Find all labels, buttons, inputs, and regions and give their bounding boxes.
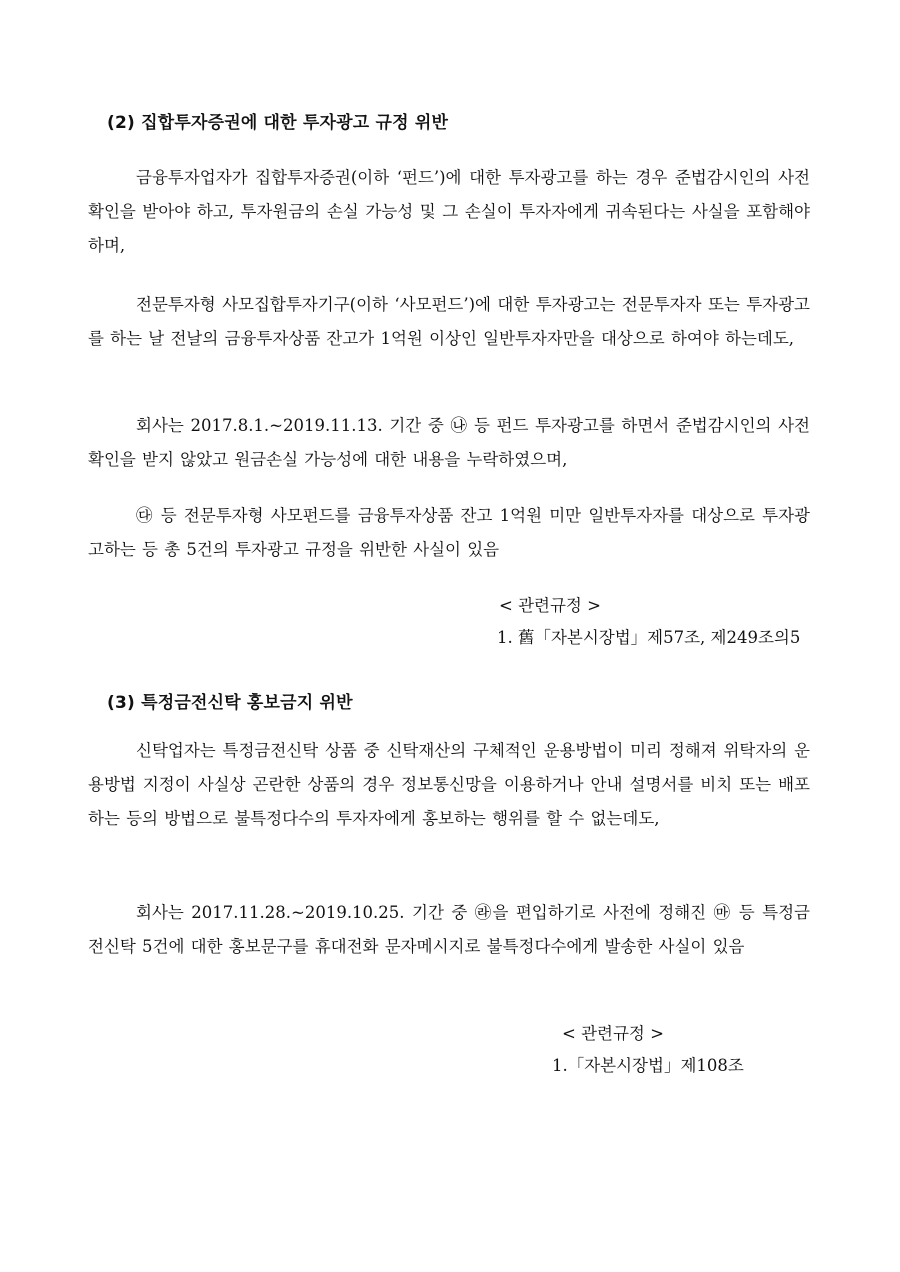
paragraph-3-2: 회사는 2017.11.28.~2019.10.25. 기간 중 ㉱을 편입하기로 사전에 정해진 ㉲ 등 특정금전신탁 5건에 대한 홍보문구를 휴대전화 문자메시지로 불특정다수에게 발송한 사실이 있음 bbox=[88, 903, 810, 956]
regulation-title: < 관련규정 > bbox=[562, 1024, 664, 1043]
paragraph-2-3: 회사는 2017.8.1.~2019.11.13. 기간 중 ㉯ 등 펀드 투자광고를 하면서 준법감시인의 사전확인을 받지 않았고 원금손실 가능성에 대한 내용을 누락하였으며, bbox=[88, 416, 810, 469]
section-heading-2: (2) 집합투자증권에 대한 투자광고 규정 위반 bbox=[107, 113, 449, 133]
paragraph-3-1: 신탁업자는 특정금전신탁 상품 중 신탁재산의 구체적인 운용방법이 미리 정해져 위탁자의 운용방법 지정이 사실상 곤란한 상품의 경우 정보통신망을 이용하거나 안내 설명서를 비치 또는 배포하는 등의 방법으로 불특정다수의 투자자에게 홍보하는 행위를 할 수 없는데도, bbox=[88, 741, 810, 828]
paragraph-2-2: 전문투자형 사모집합투자기구(이하 ‘사모펀드’)에 대한 투자광고는 전문투자자 또는 투자광고를 하는 날 전날의 금융투자상품 잔고가 1억원 이상인 일반투자자만을 대상으로 하여야 하는데도, bbox=[88, 295, 810, 348]
regulation-item: 1. 舊「자본시장법」제57조, 제249조의5 bbox=[497, 628, 801, 647]
regulation-block-3 bbox=[552, 1018, 744, 1082]
paragraph-2-1: 금융투자업자가 집합투자증권(이하 ‘펀드’)에 대한 투자광고를 하는 경우 준법감시인의 사전확인을 받아야 하고, 투자원금의 손실 가능성 및 그 손실이 투자자에게 귀속된다는 사실을 포함해야 하며, bbox=[88, 168, 810, 255]
section-heading-3: (3) 특정금전신탁 홍보금지 위반 bbox=[107, 693, 353, 713]
regulation-block-2 bbox=[497, 590, 800, 654]
regulation-title: < 관련규정 > bbox=[499, 596, 601, 615]
regulation-item: 1.「자본시장법」제108조 bbox=[552, 1056, 744, 1075]
paragraph-2-4: ㉰ 등 전문투자형 사모펀드를 금융투자상품 잔고 1억원 미만 일반투자자를 대상으로 투자광고하는 등 총 5건의 투자광고 규정을 위반한 사실이 있음 bbox=[88, 506, 810, 559]
